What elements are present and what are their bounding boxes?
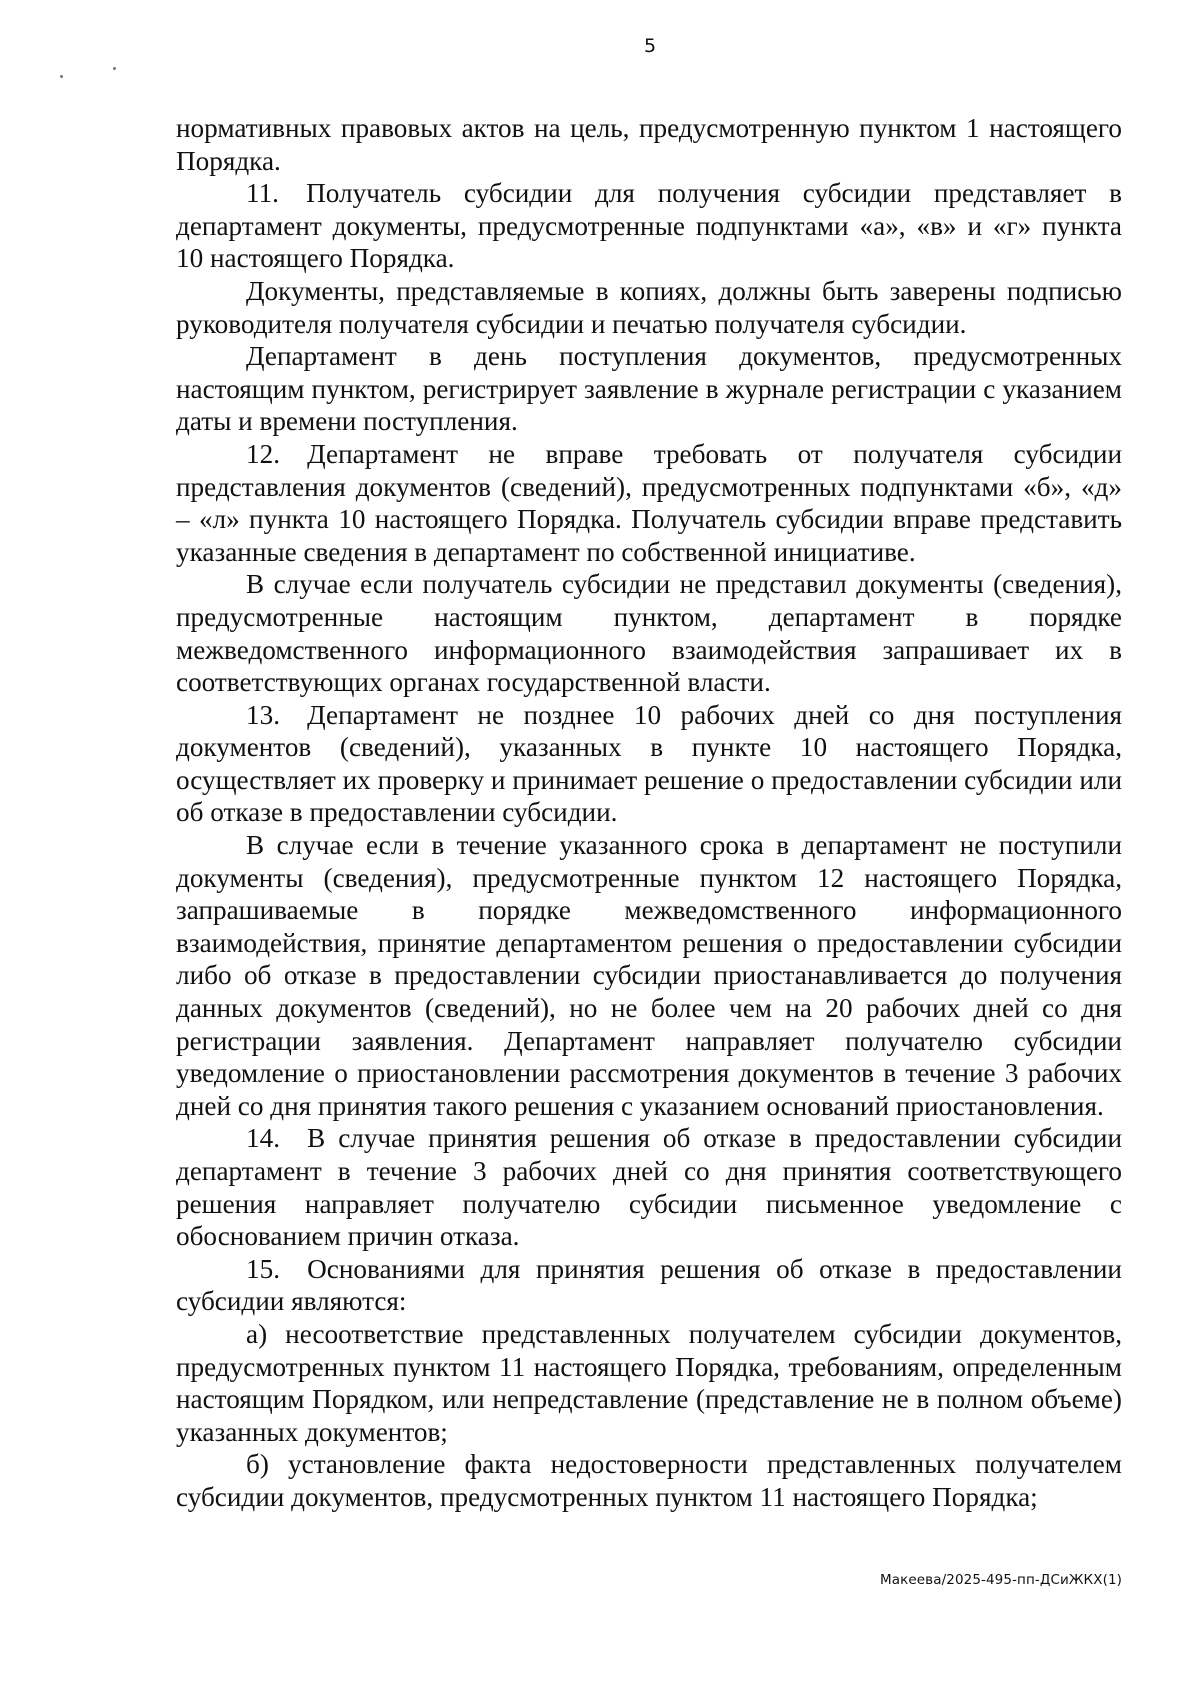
- paragraph-continuation: нормативных правовых актов на цель, предусмотренную пунктом 1 настоящего Порядка.: [176, 113, 1122, 176]
- paragraph-item-15: 15. Основаниями для принятия решения об отказе в предоставлении субсидии являются:: [176, 1253, 1122, 1317]
- paragraph-subitem-b: б) установление факта недостоверности представленных получателем субсидии документов, предусмотренных пунктом 11 настоящего Порядка;: [176, 1449, 1122, 1512]
- document-body: [176, 112, 1122, 1514]
- paragraph-suspension: В случае если в течение указанного срока в департамент не поступили документы (сведения), предусмотренные пунктом 12 настоящего Порядка, запрашиваемые в порядке межведомственного информационного взаимодействия, принятие департаментом решения о предоставлении субсидии либо об отказе в предоставлении субсидии приостанавливается до получения данных документов (сведений), но не более чем на 20 рабочих дней со дня регистрации заявления. Департамент направляет получателю субсидии уведомление о приостановлении рассмотрения документов в течение 3 рабочих дней со дня принятия такого решения с указанием оснований приостановления.: [176, 830, 1122, 1121]
- page-number: 5: [643, 35, 657, 57]
- paragraph-subitem-a: а) несоответствие представленных получателем субсидии документов, предусмотренных пунктом 11 настоящего Порядка, требованиям, определенным настоящим Порядком, или непредставление (представление не в полном объеме) указанных документов;: [176, 1318, 1122, 1447]
- document-footer-code: Макеева/2025-495-пп-ДСиЖКХ(1): [880, 1572, 1122, 1588]
- paragraph-item-11: 11. Получатель субсидии для получения субсидии представляет в департамент документы, предусмотренные подпунктами «а», «в» и «г» пункта 10 настоящего Порядка.: [176, 178, 1122, 274]
- scan-speck: [60, 75, 63, 78]
- paragraph-copies-certification: Документы, представляемые в копиях, должны быть заверены подписью руководителя получателя субсидии и печатью получателя субсидии.: [176, 275, 1122, 339]
- paragraph-item-13: 13. Департамент не позднее 10 рабочих дней со дня поступления документов (сведений), указанных в пункте 10 настоящего Порядка, осуществляет их проверку и принимает решение о предоставлении субсидии или об отказе в предоставлении субсидии.: [176, 699, 1122, 828]
- paragraph-interagency-request: В случае если получатель субсидии не представил документы (сведения), предусмотренные настоящим пунктом, департамент в порядке межведомственного информационного взаимодействия запрашивает их в соответствующих органах государственной власти.: [176, 569, 1122, 698]
- paragraph-registration: Департамент в день поступления документов, предусмотренных настоящим пунктом, регистрирует заявление в журнале регистрации с указанием даты и времени поступления.: [176, 341, 1122, 437]
- paragraph-item-14: 14. В случае принятия решения об отказе в предоставлении субсидии департамент в течение 3 рабочих дней со дня принятия соответствующего решения направляет получателю субсидии письменное уведомление с обоснованием причин отказа.: [176, 1123, 1122, 1252]
- scan-speck: [113, 67, 116, 70]
- paragraph-item-12: 12. Департамент не вправе требовать от получателя субсидии представления документов (сведений), предусмотренных подпунктами «б», «д» – «л» пункта 10 настоящего Порядка. Получатель субсидии вправе представить указанные сведения в департамент по собственной инициативе.: [176, 438, 1122, 567]
